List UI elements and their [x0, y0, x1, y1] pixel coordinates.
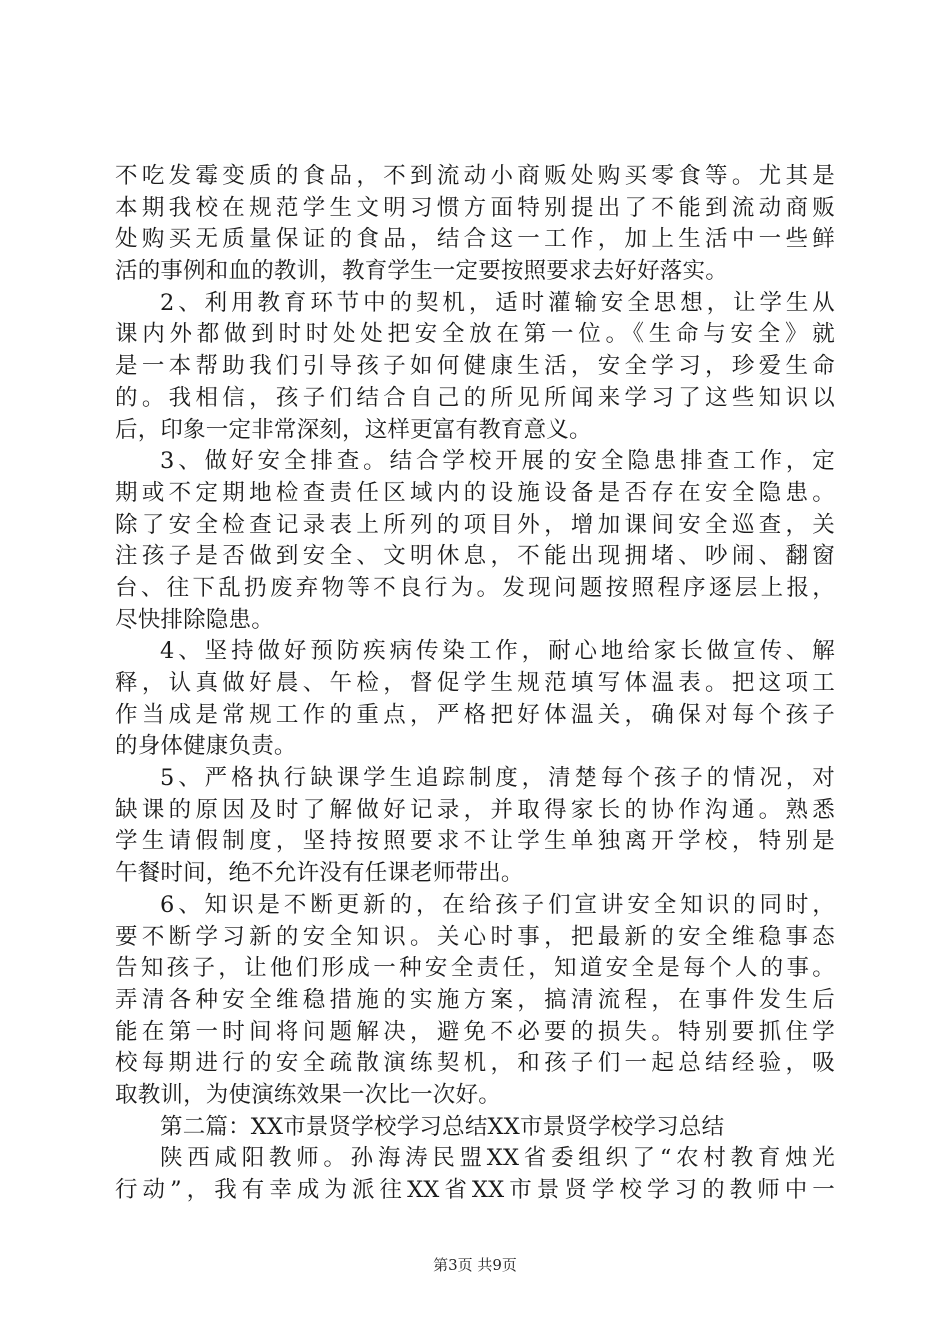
body-text — [115, 161, 835, 1207]
text-line: 尽快排除隐患。 — [115, 606, 274, 633]
text-line: 第二篇：XX市景贤学校学习总结XX市景贤学校学习总结 — [160, 1113, 725, 1140]
text-line: 是一本帮助我们引导孩子如何健康生活，安全学习，珍爱生命 — [115, 353, 835, 380]
text-line: 作当成是常规工作的重点，严格把好体温关，确保对每个孩子 — [115, 701, 835, 728]
text-line: 弄清各种安全维稳措施的实施方案，搞清流程，在事件发生后 — [115, 986, 835, 1013]
text-line: 午餐时间，绝不允许没有任课老师带出。 — [115, 860, 524, 887]
text-line: 课内外都做到时时处处把安全放在第一位。《生命与安全》就 — [115, 321, 835, 348]
text-line: 的身体健康负责。 — [115, 733, 297, 760]
text-line: 5、严格执行缺课学生追踪制度，清楚每个孩子的情况，对 — [160, 765, 835, 792]
text-line: 学生请假制度，坚持按照要求不让学生单独离开学校，特别是 — [115, 828, 835, 855]
text-line: 行动”，我有幸成为派往XX省XX市景贤学校学习的教师中一 — [115, 1177, 835, 1203]
text-line: 注孩子是否做到安全、文明休息，不能出现拥堵、吵闹、翻窗 — [115, 543, 835, 570]
text-line: 的。我相信，孩子们结合自己的所见所闻来学习了这些知识以 — [115, 384, 835, 411]
text-line: 不吃发霉变质的食品，不到流动小商贩处购买零食等。尤其是 — [115, 163, 835, 189]
text-line: 4、坚持做好预防疾病传染工作，耐心地给家长做宣传、解 — [160, 638, 835, 665]
text-line: 3、做好安全排查。结合学校开展的安全隐患排查工作，定 — [160, 448, 835, 475]
text-line: 6、知识是不断更新的，在给孩子们宣讲安全知识的同时， — [160, 891, 835, 918]
text-line: 缺课的原因及时了解做好记录，并取得家长的协作沟通。熟悉 — [115, 796, 835, 823]
text-line: 本期我校在规范学生文明习惯方面特别提出了不能到流动商贩 — [115, 194, 835, 221]
text-line: 后，印象一定非常深刻，这样更富有教育意义。 — [115, 416, 592, 443]
text-line: 活的事例和血的教训，教育学生一定要按照要求去好好落实。 — [115, 258, 728, 285]
text-line: 台、往下乱扔废弃物等不良行为。发现问题按照程序逐层上报， — [115, 574, 835, 601]
text-line: 取教训，为使演练效果一次比一次好。 — [115, 1081, 501, 1108]
text-line: 2、利用教育环节中的契机，适时灌输安全思想，让学生从 — [160, 289, 835, 316]
text-line: 要不断学习新的安全知识。关心时事，把最新的安全维稳事态 — [115, 923, 835, 950]
text-line: 能在第一时间将问题解决，避免不必要的损失。特别要抓住学 — [115, 1018, 835, 1045]
page-footer: 第3页 共9页 — [433, 1256, 517, 1274]
text-line: 告知孩子，让他们形成一种安全责任，知道安全是每个人的事。 — [115, 955, 835, 982]
text-line: 期或不定期地检查责任区域内的设施设备是否存在安全隐患。 — [115, 479, 835, 506]
text-line: 除了安全检查记录表上所列的项目外，增加课间安全巡查，关 — [115, 511, 835, 538]
text-line: 处购买无质量保证的食品，结合这一工作，加上生活中一些鲜 — [115, 226, 835, 253]
text-line: 校每期进行的安全疏散演练契机，和孩子们一起总结经验，吸 — [115, 1050, 835, 1077]
text-line: 陕西咸阳教师。孙海涛民盟XX省委组织了“农村教育烛光 — [160, 1145, 835, 1172]
text-line: 释，认真做好晨、午检，督促学生规范填写体温表。把这项工 — [115, 670, 835, 696]
